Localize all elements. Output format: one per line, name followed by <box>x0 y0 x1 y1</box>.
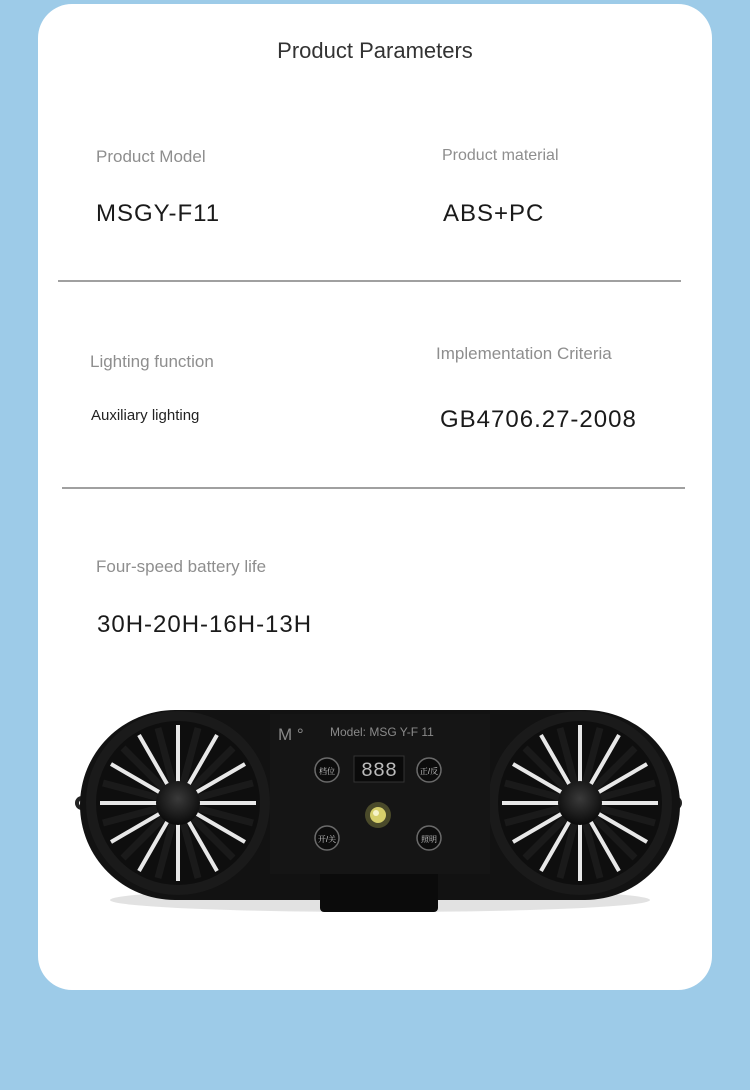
param-value-material: ABS+PC <box>443 200 545 227</box>
divider-2 <box>62 487 685 489</box>
right-fan <box>488 711 672 895</box>
light-button[interactable] <box>417 826 441 850</box>
param-value-lighting: Auxiliary lighting <box>91 407 200 424</box>
svg-text:照明: 照明 <box>421 835 437 844</box>
param-value-model: MSGY-F11 <box>96 200 221 227</box>
left-fan <box>86 711 270 895</box>
fan-product-image <box>70 700 690 920</box>
direction-button[interactable] <box>417 758 441 782</box>
param-value-battery: 30H-20H-16H-13H <box>97 611 313 638</box>
brand-mark: M ° <box>278 725 304 744</box>
power-button[interactable] <box>315 826 339 850</box>
param-label-lighting: Lighting function <box>90 352 214 371</box>
svg-text:开/关: 开/关 <box>317 835 337 844</box>
digit-display: 888 <box>360 760 398 783</box>
param-label-material: Product material <box>442 147 559 164</box>
speed-button[interactable] <box>315 758 339 782</box>
led-light-icon <box>365 802 391 828</box>
param-value-criteria: GB4706.27-2008 <box>440 406 637 433</box>
divider-1 <box>58 280 681 282</box>
param-label-model: Product Model <box>96 147 206 166</box>
param-label-battery: Four-speed battery life <box>96 557 267 576</box>
param-label-criteria: Implementation Criteria <box>436 344 612 363</box>
svg-text:正/反: 正/反 <box>419 767 439 776</box>
model-text: Model: MSG Y-F 11 <box>330 725 434 739</box>
svg-text:档位: 档位 <box>319 767 335 776</box>
page-title: Product Parameters <box>277 38 473 63</box>
